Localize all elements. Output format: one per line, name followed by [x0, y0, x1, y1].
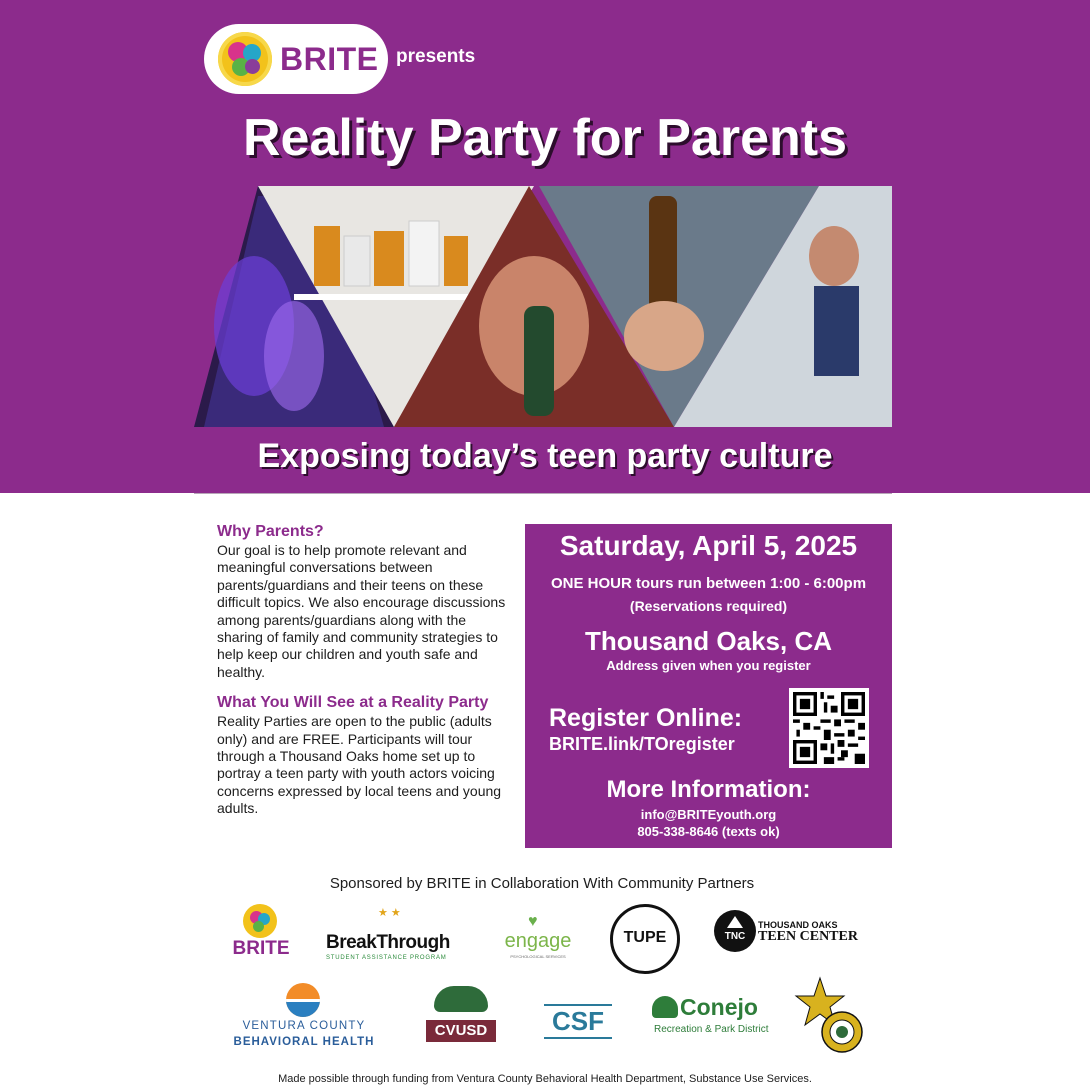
sponsor-logo-engage: ♥ engage PSYCHOLOGICAL SERVICES — [504, 913, 572, 959]
event-city: Thousand Oaks, CA — [584, 626, 833, 656]
event-address-note: Address given when you register — [606, 658, 811, 673]
sponsor-logo-csf: CSF — [544, 1004, 612, 1046]
event-tours: ONE HOUR tours run between 1:00 - 6:00pm — [550, 575, 867, 592]
stars-icon: ★ ★ — [378, 907, 401, 919]
divider — [194, 493, 892, 494]
register-label: Register Online: — [549, 704, 743, 732]
sheriff-star-icon — [792, 976, 870, 1056]
page-subtitle: Exposing today’s teen party culture — [257, 437, 833, 475]
info-column — [217, 524, 513, 818]
why-parents-heading: Why Parents? — [217, 523, 324, 540]
contact-email[interactable]: info@BRITEyouth.org — [640, 807, 777, 822]
sponsor-logo-sheriff-badge — [792, 976, 870, 1056]
presents-text: presents — [396, 46, 476, 67]
brite-logo-text: BRITE — [280, 40, 379, 77]
what-you-see-heading: What You Will See at a Reality Party — [217, 694, 489, 712]
why-parents-body: Our goal is to help promote relevant and meaningful conversations between parents/guardians and their teens on these difficult topics. We also encourage discussions among parents/guardians along with the sharing of family and community strategies to help keep our children and youth safe and healthy. — [217, 542, 506, 680]
contact-phone[interactable]: 805-338-8646 (texts ok) — [637, 824, 780, 839]
sponsor-logo-conejo: Conejo Recreation & Park District — [654, 994, 769, 1035]
page-title: Reality Party for Parents — [242, 109, 848, 167]
what-you-see-body: Reality Parties are open to the public (adults only) and are FREE. Participants will tour through a Thousand Oaks home set up to portray a teen party with youth actors voicing concerns expressed by local teens and young adults. — [217, 713, 502, 817]
sponsor-logo-ventura-county: VENTURA COUNTY BEHAVIORAL HEALTH — [226, 983, 382, 1051]
qr-code-icon[interactable] — [789, 688, 869, 768]
brite-logo — [204, 24, 388, 94]
sponsor-logo-breakthrough: ★ ★ BreakThrough STUDENT ASSISTANCE PROGRAM — [326, 907, 450, 961]
funding-footer: Made possible through funding from Ventura County Behavioral Health Department, Substance Use Services. — [278, 1073, 812, 1085]
event-details-box — [525, 524, 892, 848]
more-info-label: More Information: — [606, 776, 811, 803]
sponsor-logo-tnc: TNC THOUSAND OAKS TEEN CENTER — [714, 910, 874, 952]
sponsor-logo-cvusd: CVUSD — [426, 986, 496, 1050]
sponsor-logo-brite: BRITE — [231, 904, 291, 960]
event-date: Saturday, April 5, 2025 — [559, 530, 858, 561]
oak-tree-icon — [434, 986, 488, 1012]
party-photo-collage — [194, 186, 892, 427]
register-link[interactable]: BRITE.link/TOregister — [549, 734, 735, 754]
heart-icon: ♥ — [528, 913, 538, 930]
header-banner — [0, 0, 1090, 493]
sponsors-intro: Sponsored by BRITE in Collaboration With Community Partners — [329, 875, 755, 892]
sponsor-logo-tupe: TUPE — [610, 904, 680, 974]
tree-icon — [652, 996, 678, 1018]
sun-swirl-icon — [218, 32, 272, 86]
sunrise-wave-icon — [286, 983, 320, 1017]
event-reservations: (Reservations required) — [629, 598, 788, 614]
triangle-icon — [727, 916, 743, 928]
sun-swirl-icon — [243, 904, 277, 938]
